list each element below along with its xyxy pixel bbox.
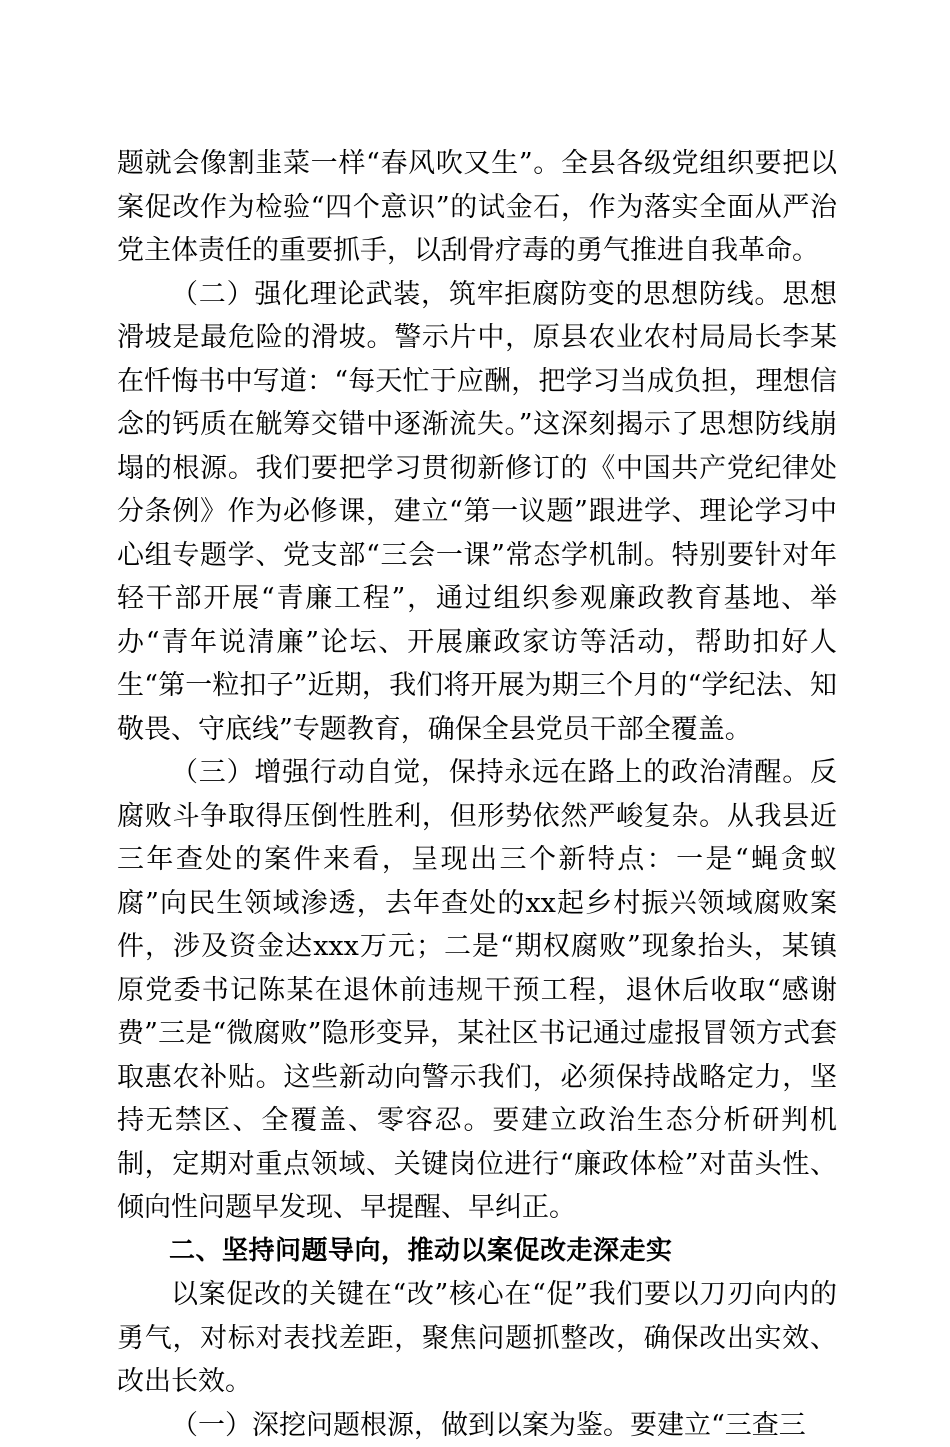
paragraph-theory-armament: （二）强化理论武装，筑牢拒腐防变的思想防线。思想滑坡是最危险的滑坡。警示片中，原县农业农村局局长李某在忏悔书中写道：“每天忙于应酬，把学习当成负担，理想信念的钙质在觥筹交错中逐渐流失。”这深刻揭示了思想防线崩塌的根源。我们要把学习贯彻新修订的《中国共产党纪律处分条例》作为必修课，建立“第一议题”跟进学、理论学习中心组专题学、党支部“三会一课”常态学机制。特别要针对年轻干部开展“青廉工程”，通过组织参观廉政教育基地、举办“青年说清廉”论坛、开展廉政家访等活动，帮助扣好人生“第一粒扣子”近期，我们将开展为期三个月的“学纪法、知敬畏、守底线”专题教育，确保全县党员干部全覆盖。 — [117, 273, 837, 752]
document-body — [117, 142, 837, 1447]
paragraph-dig-roots: （一）深挖问题根源，做到以案为鉴。要建立“三查三 — [117, 1404, 837, 1447]
section-heading: 二、坚持问题导向，推动以案促改走深走实 — [117, 1230, 837, 1274]
paragraph-section-intro: 以案促改的关键在“改”核心在“促”我们要以刀刃向内的勇气，对标对表找差距，聚焦问题抓整改，确保改出实效、改出长效。 — [117, 1273, 837, 1404]
paragraph-action-awareness: （三）增强行动自觉，保持永远在路上的政治清醒。反腐败斗争取得压倒性胜利，但形势依然严峻复杂。从我县近三年查处的案件来看，呈现出三个新特点：一是“蝇贪蚁腐”向民生领域渗透，去年查处的xx起乡村振兴领域腐败案件，涉及资金达xxx万元；二是“期权腐败”现象抬头，某镇原党委书记陈某在退休前违规干预工程，退休后收取“感谢费”三是“微腐败”隐形变异，某社区书记通过虚报冒领方式套取惠农补贴。这些新动向警示我们，必须保持战略定力，坚持无禁区、全覆盖、零容忍。要建立政治生态分析研判机制，定期对重点领域、关键岗位进行“廉政体检”对苗头性、倾向性问题早发现、早提醒、早纠正。 — [117, 751, 837, 1230]
paragraph-continued: 题就会像割韭菜一样“春风吹又生”。全县各级党组织要把以案促改作为检验“四个意识”的试金石，作为落实全面从严治党主体责任的重要抓手，以刮骨疗毒的勇气推进自我革命。 — [117, 142, 837, 273]
